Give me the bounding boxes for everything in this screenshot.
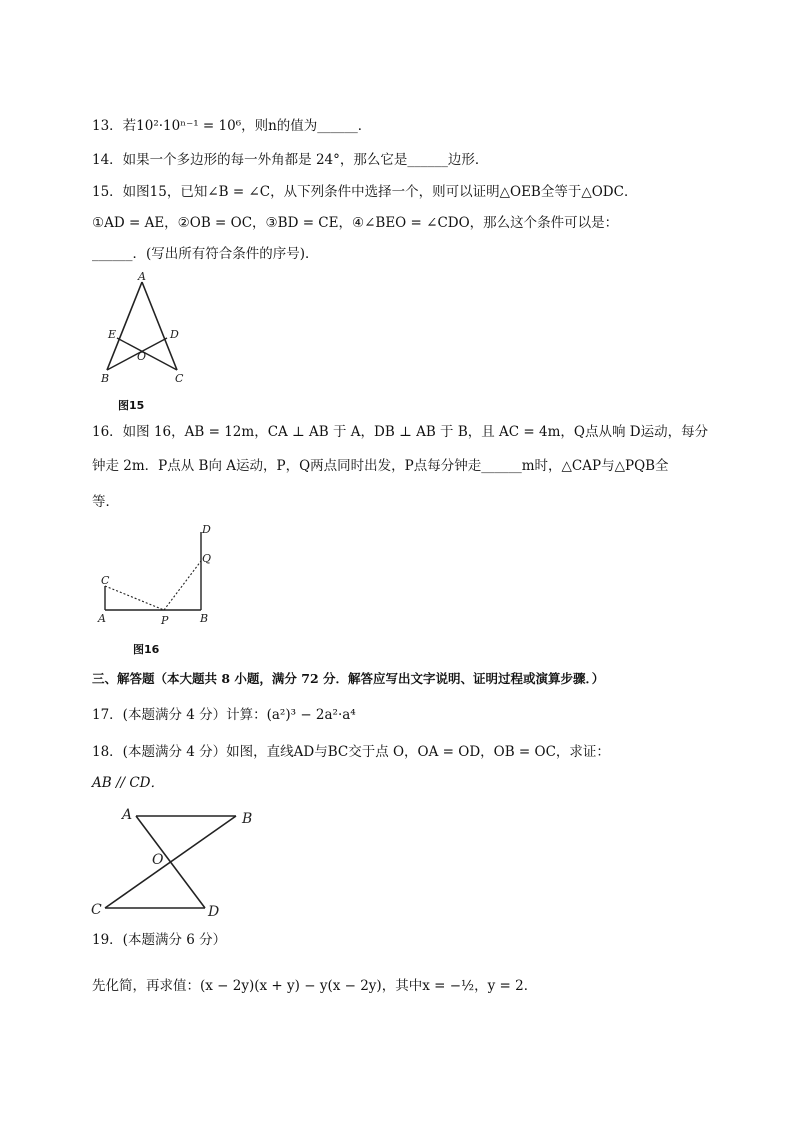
figure-15 bbox=[95, 270, 205, 390]
fig18-label-o: O bbox=[152, 852, 164, 868]
question-16-stem-cont: 钟走 2m．P点从 B向 A运动，P，Q两点同时出发，P点每分钟走______m时，△CAP与△PQB全 bbox=[92, 458, 669, 474]
fig16-label-c: C bbox=[101, 574, 110, 587]
question-14: 14．如果一个多边形的每一外角都是 24°，那么它是______边形． bbox=[92, 152, 489, 168]
question-16-stem: 16．如图 16，AB = 12m，CA ⊥ AB 于 A，DB ⊥ AB 于 B，且 AC = 4m，Q点从响 D运动，每分 bbox=[92, 424, 709, 440]
question-18-stem: 18．(本题满分 4 分）如图，直线AD与BC交于点 O，OA = OD，OB = OC，求证： bbox=[92, 744, 610, 760]
question-19-header: 19．(本题满分 6 分） bbox=[92, 932, 227, 948]
fig16-label-d: D bbox=[202, 523, 211, 536]
question-18-stem-cont: AB // CD． bbox=[92, 775, 165, 791]
fig15-label-d: D bbox=[170, 328, 179, 341]
fig18-label-c: C bbox=[91, 902, 102, 918]
question-15-answer-line: ______．(写出所有符合条件的序号)． bbox=[92, 246, 319, 262]
fig16-label-q: Q bbox=[202, 552, 212, 565]
fig15-label-c: C bbox=[175, 372, 184, 385]
fig18-label-a: A bbox=[122, 807, 133, 823]
fig18-label-d: D bbox=[208, 904, 220, 920]
fig15-label-e: E bbox=[108, 328, 117, 341]
fig16-label-p: P bbox=[161, 614, 169, 627]
fig16-label-b: B bbox=[200, 612, 209, 625]
question-17: 17．(本题满分 4 分）计算：(a²)³ − 2a²·a⁴ bbox=[92, 707, 356, 723]
question-16-stem-end: 等． bbox=[92, 494, 119, 510]
fig15-label-b: B bbox=[101, 372, 110, 385]
figure-15-caption: 图15 bbox=[118, 399, 145, 412]
fig15-label-o: O bbox=[137, 350, 147, 363]
fig15-label-a: A bbox=[138, 270, 146, 283]
figure-16-caption: 图16 bbox=[133, 643, 160, 656]
fig16-label-a: A bbox=[98, 612, 106, 625]
question-19-body: 先化简，再求值：(x − 2y)(x + y) − y(x − 2y)，其中x = −½，y = 2． bbox=[92, 978, 538, 994]
question-15-options: ①AD = AE，②OB = OC，③BD = CE，④∠BEO = ∠CDO，那么这个条件可以是： bbox=[92, 215, 619, 231]
fig18-label-b: B bbox=[242, 811, 253, 827]
figure-18 bbox=[88, 800, 268, 922]
section-3-heading: 三、解答题（本大题共 8 小题，满分 72 分．解答应写出文字说明、证明过程或演算步骤．） bbox=[92, 671, 605, 686]
question-15-stem: 15．如图15，已知∠B = ∠C，从下列条件中选择一个，则可以证明△OEB全等于△ODC． bbox=[92, 184, 638, 200]
question-13: 13．若10²·10ⁿ⁻¹ = 10⁶，则n的值为______． bbox=[92, 118, 372, 134]
figure-16 bbox=[95, 522, 220, 632]
